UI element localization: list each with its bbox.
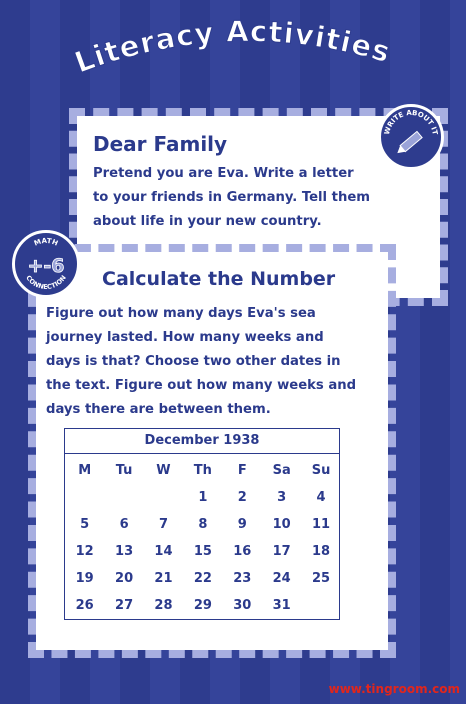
calendar-date: 10 xyxy=(272,517,291,532)
svg-text:WRITE ABOUT IT xyxy=(383,109,439,136)
calendar-date xyxy=(65,484,104,511)
dear-line: to your friends in Germany. Tell them xyxy=(93,190,371,205)
calendar-date: 15 xyxy=(193,544,212,559)
calendar-date: 24 xyxy=(272,571,291,586)
calendar-date: 22 xyxy=(193,571,212,586)
calc-line: journey lasted. How many weeks and xyxy=(46,330,324,345)
calendar-date: 8 xyxy=(198,517,208,532)
calendar-day-header: F xyxy=(237,463,247,478)
calc-line: days is that? Choose two other dates in xyxy=(46,354,341,369)
pencil-icon xyxy=(381,107,441,167)
calc-line: days there are between them. xyxy=(46,402,271,417)
calendar-date xyxy=(301,592,340,619)
math-badge-top: MATH xyxy=(32,236,60,248)
calc-line: Figure out how many days Eva's sea xyxy=(46,306,316,321)
calc-line: the text. Figure out how many weeks and xyxy=(46,378,357,393)
calendar-date: 29 xyxy=(193,598,212,613)
calendar-date: 31 xyxy=(272,598,291,613)
title-banner xyxy=(0,0,466,110)
calendar-date: 19 xyxy=(75,571,94,586)
calendar-date: 21 xyxy=(154,571,173,586)
calendar-date: 18 xyxy=(311,544,331,559)
calendar-date: 1 xyxy=(198,490,208,505)
svg-text:Literacy Activities xyxy=(70,14,395,80)
calendar-date: 4 xyxy=(316,490,326,505)
calendar-day-header: M xyxy=(78,463,92,478)
calendar-day-header: Sa xyxy=(272,463,291,478)
calendar-day-header: Tu xyxy=(115,463,133,478)
calendar-date: 9 xyxy=(237,517,247,532)
calendar-date: 23 xyxy=(233,571,252,586)
calendar-day-header: Th xyxy=(193,463,212,478)
write-about-it-badge xyxy=(378,104,444,170)
math-icon xyxy=(15,233,77,295)
dear-family-heading: Dear Family xyxy=(93,132,228,156)
calendar-date: 17 xyxy=(272,544,291,559)
calendar-date: 13 xyxy=(115,544,134,559)
calendar-date xyxy=(144,484,183,511)
math-symbol: +-6 xyxy=(27,255,65,277)
footer-url[interactable]: www.tingroom.com xyxy=(328,682,460,696)
calendar-date: 11 xyxy=(311,517,331,532)
calendar-date xyxy=(104,484,143,511)
svg-text:MATH xyxy=(33,237,59,248)
calendar-date: 26 xyxy=(75,598,94,613)
calendar-day-header: Su xyxy=(311,463,331,478)
math-connection-badge xyxy=(12,230,80,298)
calendar-date: 27 xyxy=(115,598,134,613)
calculate-card xyxy=(36,252,388,650)
calendar-date: 30 xyxy=(233,598,252,613)
calendar-date: 25 xyxy=(311,571,331,586)
calendar-date: 7 xyxy=(158,517,168,532)
calendar-date: 12 xyxy=(75,544,94,559)
calendar-date: 16 xyxy=(233,544,252,559)
calendar-grid xyxy=(65,457,341,619)
calendar-date: 14 xyxy=(154,544,173,559)
calendar-title: December 1938 xyxy=(144,433,260,448)
calendar-date: 2 xyxy=(237,490,247,505)
page-title: Literacy Activities xyxy=(70,14,395,80)
write-badge-label: WRITE ABOUT IT xyxy=(382,108,439,136)
calendar-date: 3 xyxy=(277,490,287,505)
calendar-date: 28 xyxy=(154,598,173,613)
calendar-date: 5 xyxy=(80,517,90,532)
dear-line: Pretend you are Eva. Write a letter xyxy=(93,166,354,181)
calendar xyxy=(64,428,340,620)
math-badge-bottom: CONNECTION xyxy=(24,273,68,292)
calendar-day-header: W xyxy=(156,463,171,478)
dear-family-text xyxy=(93,162,383,234)
calculate-heading: Calculate the Number xyxy=(102,268,336,290)
dear-line: about life in your new country. xyxy=(93,214,322,229)
calendar-date: 6 xyxy=(119,517,129,532)
calculate-text xyxy=(46,302,376,422)
calendar-date: 20 xyxy=(115,571,134,586)
calendar-divider xyxy=(65,453,339,454)
